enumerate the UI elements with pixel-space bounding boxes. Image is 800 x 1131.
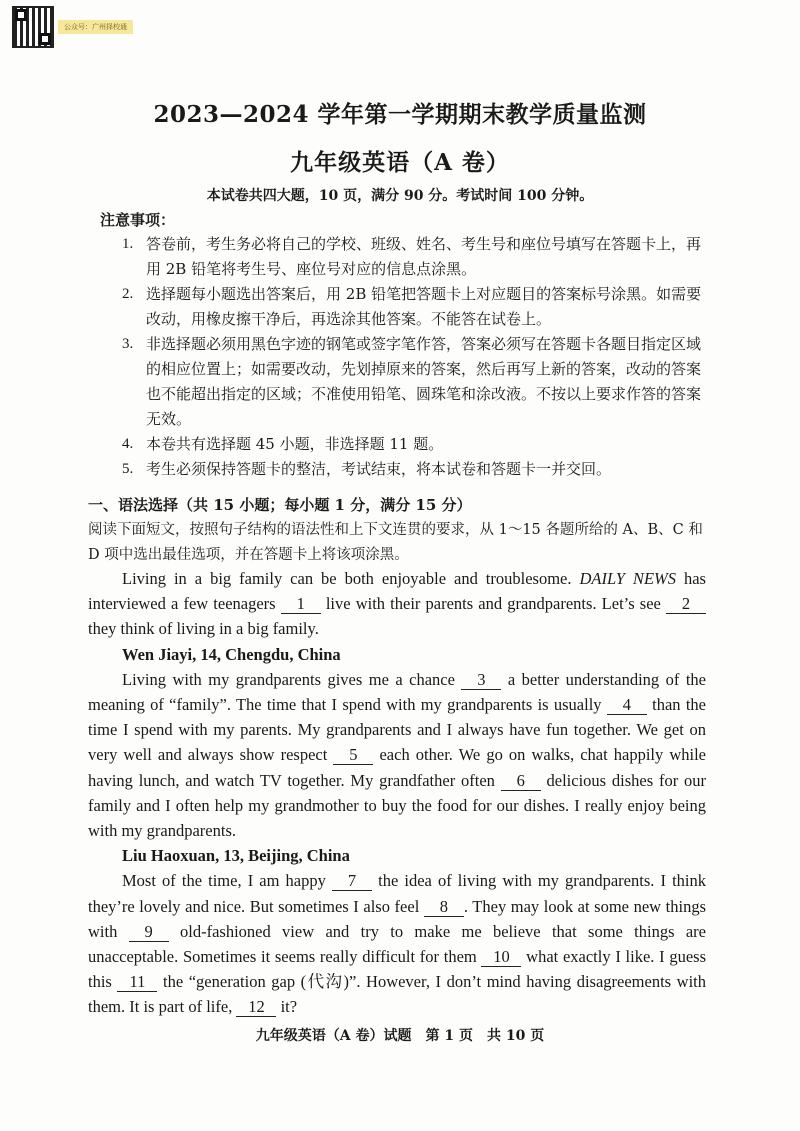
watermark-badge: 公众号：广州择校通 xyxy=(58,20,133,34)
exam-title: 2023—2024 学年第一学期期末教学质量监测 xyxy=(153,101,647,128)
passage-paragraph-1: Living with my grandparents gives me a chance 3 a better understanding of the meaning of “family”. The time that I spend with my grandparents is usually 4 than the time I spend with my parents. My grandparents and I always have fun together. We get on very well and always show respect 5 each other. We go on walks, chat happily while having lunch, and watch TV together. My grandfather often 6 delicious dishes for our family and I often help my grandmother to buy the food for our dishes. I really enjoy being with my grandparents. xyxy=(88,669,706,841)
blank-9: 9 xyxy=(129,923,169,942)
notice-number: 3. xyxy=(122,336,134,352)
qr-code xyxy=(12,6,54,48)
section-heading: 一、语法选择（共 15 小题；每小题 1 分，满分 15 分） xyxy=(88,496,472,514)
blank-12: 12 xyxy=(236,998,276,1017)
newspaper-name: DAILY NEWS xyxy=(579,569,677,588)
notice-number: 1. xyxy=(122,236,134,252)
notice-list xyxy=(122,232,708,482)
page-footer: 九年级英语（A 卷）试题 第 1 页 共 10 页 xyxy=(255,1028,545,1044)
blank-11: 11 xyxy=(117,973,157,992)
notice-heading: 注意事项： xyxy=(100,211,176,229)
speaker-byline-2: Liu Haoxuan, 13, Beijing, China xyxy=(122,846,350,866)
notice-text: 答卷前，考生务必将自己的学校、班级、姓名、考生号和座位号填写在答题卡上，再用 2B 铅笔将考生号、座位号对应的信息点涂黑。 xyxy=(146,235,702,278)
blank-7: 7 xyxy=(332,872,372,891)
notice-number: 4. xyxy=(122,436,134,452)
blank-4: 4 xyxy=(607,696,647,715)
speaker-byline-1: Wen Jiayi, 14, Chengdu, China xyxy=(122,644,341,664)
notice-text: 选择题每小题选出答案后，用 2B 铅笔把答题卡上对应题目的答案标号涂黑。如需要改动，用橡皮擦干净后，再选涂其他答案。不能答在试卷上。 xyxy=(146,285,702,328)
passage-intro: Living in a big family can be both enjoyable and troublesome. DAILY NEWS has interviewed a few teenagers 1 live with their parents and grandparents. Let’s see 2 they think of living in a big family. xyxy=(88,569,706,639)
blank-2: 2 xyxy=(666,595,706,614)
reading-passage xyxy=(88,566,706,1020)
blank-1: 1 xyxy=(281,595,321,614)
notice-item xyxy=(122,232,708,282)
blank-6: 6 xyxy=(501,772,541,791)
notice-text: 考生必须保持答题卡的整洁，考试结束，将本试卷和答题卡一并交回。 xyxy=(146,460,612,478)
notice-item xyxy=(122,282,708,332)
blank-10: 10 xyxy=(481,948,521,967)
section-instructions: 阅读下面短文，按照句子结构的语法性和上下文连贯的要求，从 1～15 各题所给的 A、B、C 和 D 项中选出最佳选项，并在答题卡上将该项涂黑。 xyxy=(88,522,703,563)
notice-item xyxy=(122,332,708,432)
exam-subtitle: 九年级英语（A 卷） xyxy=(290,149,510,176)
exam-info: 本试卷共四大题，10 页，满分 90 分。考试时间 100 分钟。 xyxy=(206,188,594,204)
notice-number: 5. xyxy=(122,461,134,477)
notice-text: 本卷共有选择题 45 小题，非选择题 11 题。 xyxy=(146,435,444,453)
notice-number: 2. xyxy=(122,286,134,302)
notice-item xyxy=(122,457,708,482)
blank-3: 3 xyxy=(461,671,501,690)
blank-5: 5 xyxy=(333,746,373,765)
blank-8: 8 xyxy=(424,898,464,917)
passage-paragraph-2: Most of the time, I am happy 7 the idea of living with my grandparents. I think they’re lovely and nice. But sometimes I also feel 8 . They may look at some new things with 9 old-fashioned view and try to make me believe that some things are unacceptable. Sometimes it seems really difficult for them 10 what exactly I like. I guess this 11 the “generation gap (代沟)”. However, I don’t mind having disagreements with them. It is part of life, 12 it? xyxy=(88,871,706,1017)
notice-item xyxy=(122,432,708,457)
notice-text: 非选择题必须用黑色字迹的钢笔或签字笔作答，答案必须写在答题卡各题目指定区域的相应位置上；如需要改动，先划掉原来的答案，然后再写上新的答案，改动的答案也不能超出指定的区域；不准使用铅笔、圆珠笔和涂改液。不按以上要求作答的答案无效。 xyxy=(146,335,702,428)
